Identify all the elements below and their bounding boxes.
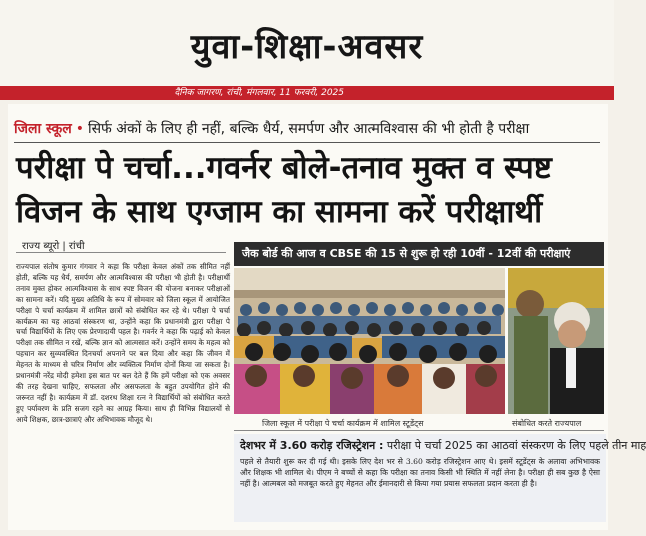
photo-students xyxy=(234,268,505,414)
kicker xyxy=(14,116,600,142)
photo-banner: जैक बोर्ड की आज व CBSE की 15 से शुरू हो रही 10वीं - 12वीं की परीक्षाएं xyxy=(234,242,604,266)
photo-caption-side: संबोधित करते राज्यपाल xyxy=(512,419,582,428)
info-box-heading xyxy=(240,438,646,454)
headline-line-2: विजन के साथ एग्जाम का सामना करें परीक्षार्थी xyxy=(16,194,543,230)
photo-governor xyxy=(508,268,604,414)
divider xyxy=(234,430,604,431)
section-label: जिला स्कूल xyxy=(14,121,72,137)
byline: राज्य ब्यूरो | रांची xyxy=(22,241,85,252)
kicker-text: सिर्फ अंकों के लिए ही नहीं, बल्कि धैर्य, समर्पण और आत्मविश्वास की भी होती है परीक्षा xyxy=(87,121,530,137)
info-box-body: पहले से तैयारी शुरू कर दी गई थी। इसके लिए देश भर से 3.60 करोड़ रजिस्ट्रेशन आए थे। इसमें स्टूडेंट्स के अलावा अभिभावक और शिक्षक भी शामिल थे। पीएम ने बच्चों से कहा कि परीक्षा का तनाव किसी भी स्थिति में नहीं लेना है। परीक्षा ही सब कुछ है ऐसा नहीं है। आत्मबल को मजबूत करते हुए मेहनत और ईमानदारी से किया गया प्रयास सफलता प्रदान करता ही है। xyxy=(240,457,600,488)
headline-line-1: परीक्षा पे चर्चा...गवर्नर बोले-तनाव मुक्त व स्पष्ट xyxy=(16,150,552,186)
bullet-icon: • xyxy=(75,121,84,137)
dateline: दैनिक जागरण, रांची, मंगलवार, 11 फरवरी, 2025 xyxy=(174,88,344,98)
divider xyxy=(16,252,226,253)
page-title: युवा-शिक्षा-अवसर xyxy=(190,27,424,67)
headline xyxy=(16,146,606,234)
photo-caption: जिला स्कूल में परीक्षा पे चर्चा कार्यक्रम में शामिल स्टूडेंट्स xyxy=(262,419,424,428)
divider xyxy=(14,142,600,143)
article-body: राज्यपाल संतोष कुमार गंगवार ने कहा कि परीक्षा केवल अंकों तक सीमित नहीं होती, बल्कि यह धैर्य, समर्पण और आत्मविश्वास की परीक्षा भी होती है। परीक्षार्थी तनाव मुक्त होकर आत्मविश्वास के साथ स्पष्ट विजन की योजना बनाकर परीक्षाओं का सामना करें। यदि मुख्य अतिथि के रूप में सोमवार को जिला स्कूल में आयोजित परीक्षा पे चर्चा कार्यक्रम में शामिल छात्रों को संबोधित कर रहे थे। परीक्षा पे चर्चा कार्यक्रम का यह आठवां संस्करण था, उन्होंने कहा कि प्रधानमंत्री द्वारा परीक्षा पे चर्चा विद्यार्थियों के लिए एक प्रेरणादायी पहल है। गवर्नर ने कहा कि पढ़ाई को केवल परीक्षा तक सीमित न रखें, बल्कि ज्ञान को आत्मसात करें। उन्होंने समय के महत्व को पहचान कर सुव्यवस्थित दिनचर्या अपनाने पर बल दिया और कहा कि जीवन में मेहनत के माध्यम से चरित्र निर्माण और व्यक्तित्व निर्माण दोनों किया जा सकता है। प्रधानमंत्री नरेंद्र मोदी हमेशा इस बात पर बल देते हैं कि हमें परीक्षा को एक अवसर की तरह देखना चाहिए, सफलता और असफलता के बहुत उपयोगित होने की जरूरत नहीं है। कार्यक्रम में डॉ. दशरथ शिक्षा रत्न ने विद्यार्थियों को संबोधित करते हुए पर्यावरण के प्रति सजग रहने का आग्रह किया। साथ ही विभिन्न विद्यालयों से आये शिक्षक, छात्र-छात्राएं और अभिभावक मौजूद थे। xyxy=(16,262,230,424)
info-box xyxy=(234,434,646,522)
info-box-title: देशभर में 3.60 करोड़ रजिस्ट्रेशन : xyxy=(240,439,384,452)
info-box-subtitle: परीक्षा पे चर्चा 2025 का आठवां संस्करण के लिए पहले तीन माह xyxy=(386,439,646,452)
